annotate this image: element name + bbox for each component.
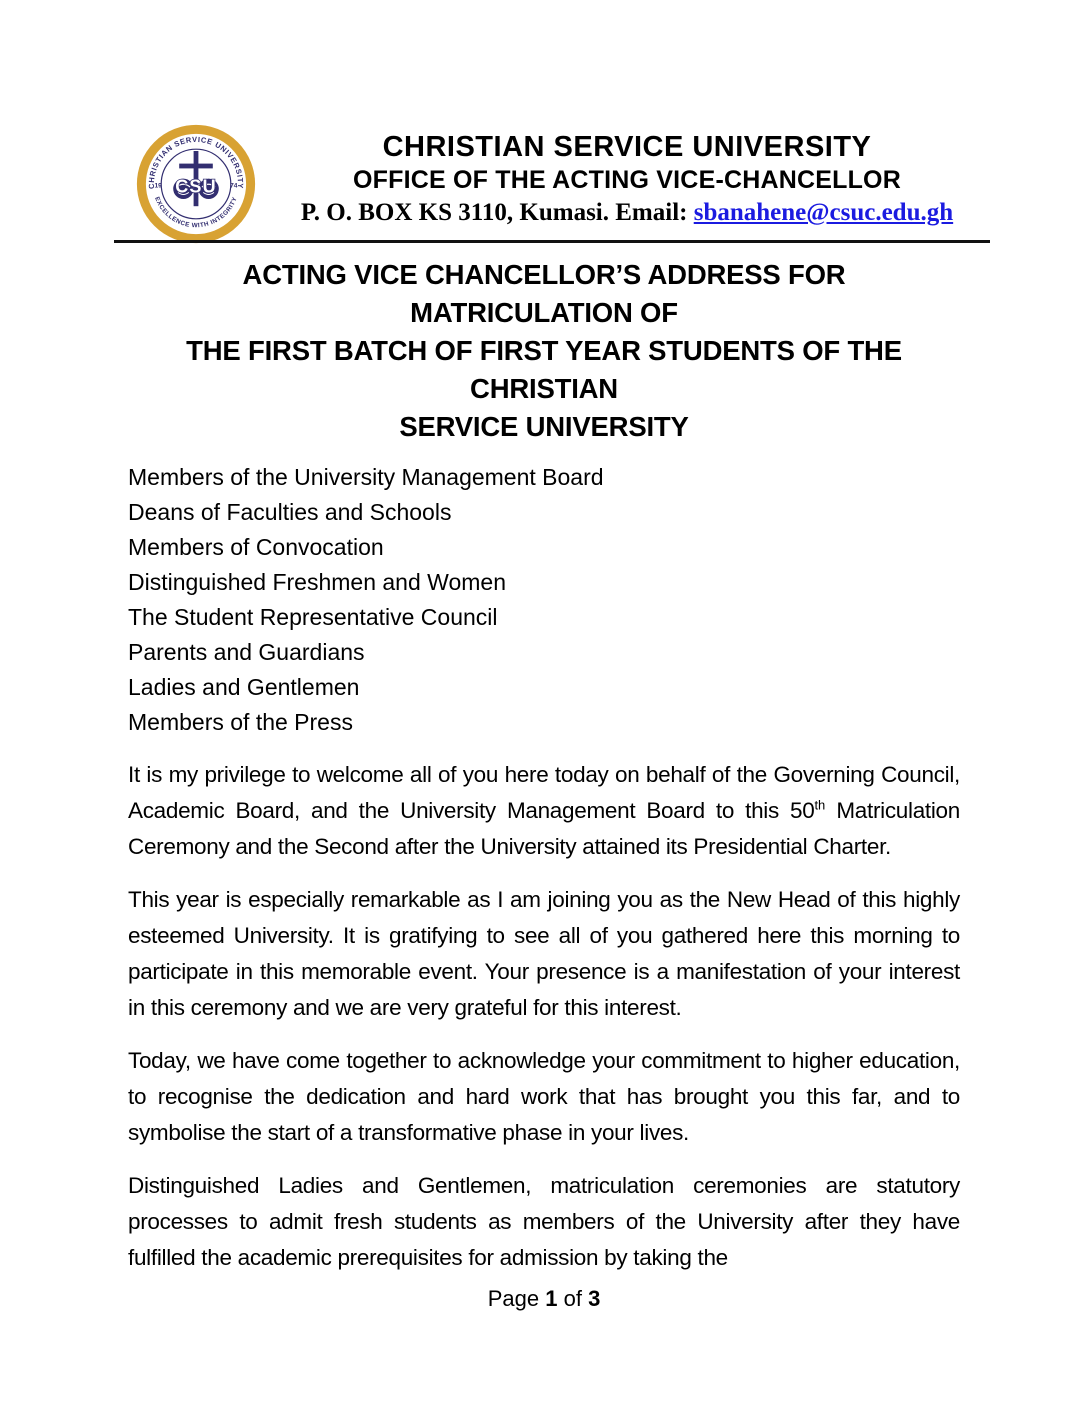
document-title bbox=[128, 256, 960, 446]
paragraph-statutory: Distinguished Ladies and Gentlemen, matriculation ceremonies are statutory processes to admit fresh students as members of the University after they have fulfilled the academic prerequisites for admission by taking the bbox=[128, 1173, 960, 1270]
paragraph-text: Matriculation Ceremony and the Second after the University attained its Presidential Charter. bbox=[128, 798, 960, 859]
page-footer bbox=[0, 1286, 1088, 1312]
paragraph-text: It is my privilege to welcome all of you here today on behalf of the Governing Council, Academic Board, and the University Management Board to this 50 bbox=[128, 762, 960, 823]
logo-monogram: CSU bbox=[175, 176, 217, 197]
logo-year-left: 19 bbox=[154, 182, 162, 190]
ordinal-superscript: th bbox=[814, 797, 826, 813]
paragraph-commitment: Today, we have come together to acknowledge your commitment to higher education, to recognise the dedication and hard work that has brought you this far, and to symbolise the start of a transformative phase in your lives. bbox=[128, 1048, 960, 1145]
document-body bbox=[128, 256, 960, 1276]
salutation-line: Members of Convocation bbox=[128, 534, 384, 560]
university-seal-graphic bbox=[136, 124, 256, 244]
title-line: ACTING VICE CHANCELLOR’S ADDRESS FOR MATRICULATION OF bbox=[242, 259, 846, 328]
footer-page-word: Page bbox=[487, 1286, 540, 1311]
salutation-line: Members of the Press bbox=[128, 709, 353, 735]
salutation-line: The Student Representative Council bbox=[128, 604, 498, 630]
salutation-line: Parents and Guardians bbox=[128, 639, 365, 665]
paragraph-welcome bbox=[128, 757, 960, 865]
university-logo bbox=[136, 124, 256, 244]
salutation-list bbox=[128, 460, 960, 740]
address-text: P. O. BOX KS 3110, Kumasi. Email: bbox=[300, 199, 694, 226]
page-total: 3 bbox=[588, 1286, 601, 1311]
paragraph-remarkable-year: This year is especially remarkable as I am joining you as the New Head of this highly esteemed University. It is gratifying to see all of you gathered here this morning to participate in this memorable event. Your presence is a manifestation of your interest in this ceremony and we are very grateful for this interest. bbox=[128, 887, 960, 1020]
page-number: 1 bbox=[545, 1286, 558, 1311]
address-line bbox=[266, 196, 988, 229]
footer-of-word: of bbox=[563, 1286, 582, 1311]
salutation-line: Ladies and Gentlemen bbox=[128, 674, 360, 700]
letterhead bbox=[266, 130, 988, 229]
logo-ring-text-top: CHRISTIAN SERVICE UNIVERSITY bbox=[146, 134, 246, 190]
title-line: THE FIRST BATCH OF FIRST YEAR STUDENTS OF THE CHRISTIAN bbox=[186, 335, 902, 404]
logo-year-right: 74 bbox=[230, 182, 238, 190]
header-divider bbox=[114, 240, 990, 243]
salutation-line: Members of the University Management Board bbox=[128, 464, 604, 490]
salutation-line: Deans of Faculties and Schools bbox=[128, 499, 452, 525]
title-line: SERVICE UNIVERSITY bbox=[399, 411, 689, 442]
university-name: CHRISTIAN SERVICE UNIVERSITY bbox=[382, 131, 872, 163]
office-name: OFFICE OF THE ACTING VICE-CHANCELLOR bbox=[353, 166, 901, 194]
email-link[interactable]: sbanahene@csuc.edu.gh bbox=[693, 199, 954, 226]
salutation-line: Distinguished Freshmen and Women bbox=[128, 569, 506, 595]
logo-ring-text-bottom: EXCELLENCE WITH INTEGRITY bbox=[153, 195, 239, 230]
